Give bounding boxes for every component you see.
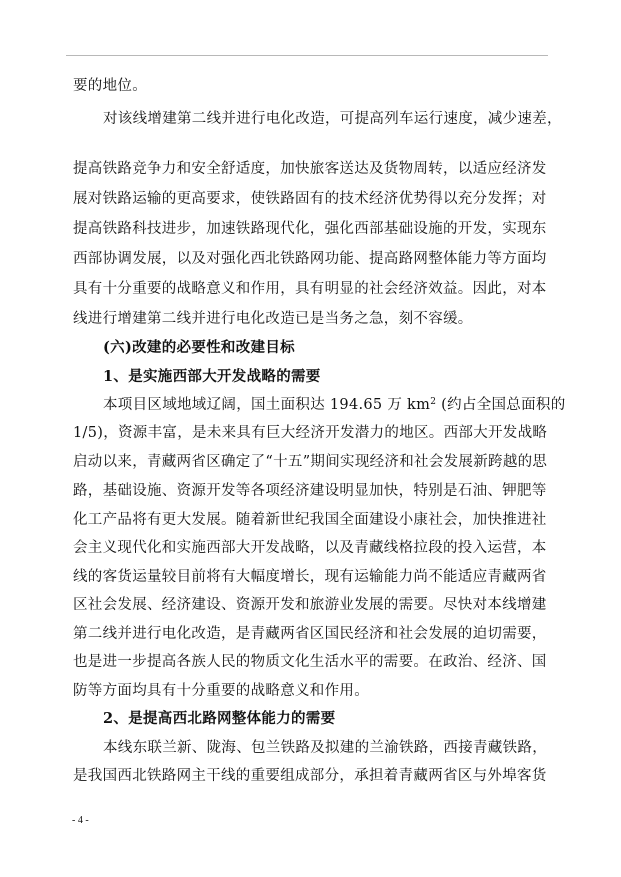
paragraph-line: 也是进一步提高各族人民的物质文化生活水平的需要。在政治、经济、国 [73, 654, 547, 670]
paragraph-line: 本线东联兰新、陇海、包兰铁路及拟建的兰渝铁路，西接青藏铁路， [103, 740, 547, 756]
section-heading: (六)改建的必要性和改建目标 [103, 339, 295, 356]
paragraph-line: 第二线并进行电化改造，是青藏两省区国民经济和社会发展的迫切需要， [73, 626, 547, 642]
paragraph-line: 西部协调发展，以及对强化西北铁路网功能、提高路网整体能力等方面均 [73, 251, 547, 267]
paragraph-line: 线的客货运量较目前将有大幅度增长，现有运输能力尚不能适应青藏两省 [73, 569, 547, 585]
paragraph-line: 提高铁路竞争力和安全舒适度，加快旅客送达及货物周转，以适应经济发 [73, 161, 547, 177]
paragraph-line: 路，基础设施、资源开发等各项经济建设明显加快，特别是石油、钾肥等 [73, 483, 547, 499]
paragraph-line: 1/5)，资源丰富，是未来具有巨大经济开发潜力的地区。西部大开发战略 [73, 425, 548, 441]
paragraph-line: 防等方面均具有十分重要的战略意义和作用。 [73, 683, 369, 699]
paragraph-line: 会主义现代化和实施西部大开发战略，以及青藏线格拉段的投入运营，本 [73, 540, 547, 556]
paragraph-line: 提高铁路科技进步，加速铁路现代化，强化西部基础设施的开发，实现东 [73, 221, 547, 237]
paragraph-line: 具有十分重要的战略意义和作用，具有明显的社会经济效益。因此，对本 [73, 281, 547, 297]
subsection-heading-2: 2、是提高西北路网整体能力的需要 [103, 710, 336, 727]
paragraph-line: 启动以来，青藏两省区确定了“十五”期间实现经济和社会发展新跨越的思 [73, 454, 548, 470]
superscript-2: 2 [430, 397, 437, 407]
subsection-heading-1: 1、是实施西部大开发战略的需要 [103, 368, 321, 385]
paragraph-line: 区社会发展、经济建设、资源开发和旅游业发展的需要。尽快对本线增建 [73, 597, 547, 613]
header-rule [66, 55, 548, 56]
area-text-continued: (约占全国总面积的 [436, 397, 566, 413]
paragraph-line [103, 395, 566, 415]
paragraph-line: 是我国西北铁路网主干线的重要组成部分，承担着青藏两省区与外埠客货 [73, 768, 547, 784]
paragraph-line: 要的地位。 [73, 78, 147, 94]
paragraph-line: 对该线增建第二线并进行电化改造，可提高列车运行速度，减少速差， [103, 111, 562, 127]
paragraph-line: 展对铁路运输的更高要求，使铁路固有的技术经济优势得以充分发挥；对 [73, 191, 547, 207]
page-number: - 4 - [72, 815, 89, 826]
paragraph-line: 化工产品将有更大发展。随着新世纪我国全面建设小康社会，加快推进社 [73, 512, 547, 528]
paragraph-line: 线进行增建第二线并进行电化改造已是当务之急，刻不容缓。 [73, 311, 473, 327]
area-text: 本项目区域地域辽阔，国土面积达 194.65 万 km [103, 397, 431, 413]
